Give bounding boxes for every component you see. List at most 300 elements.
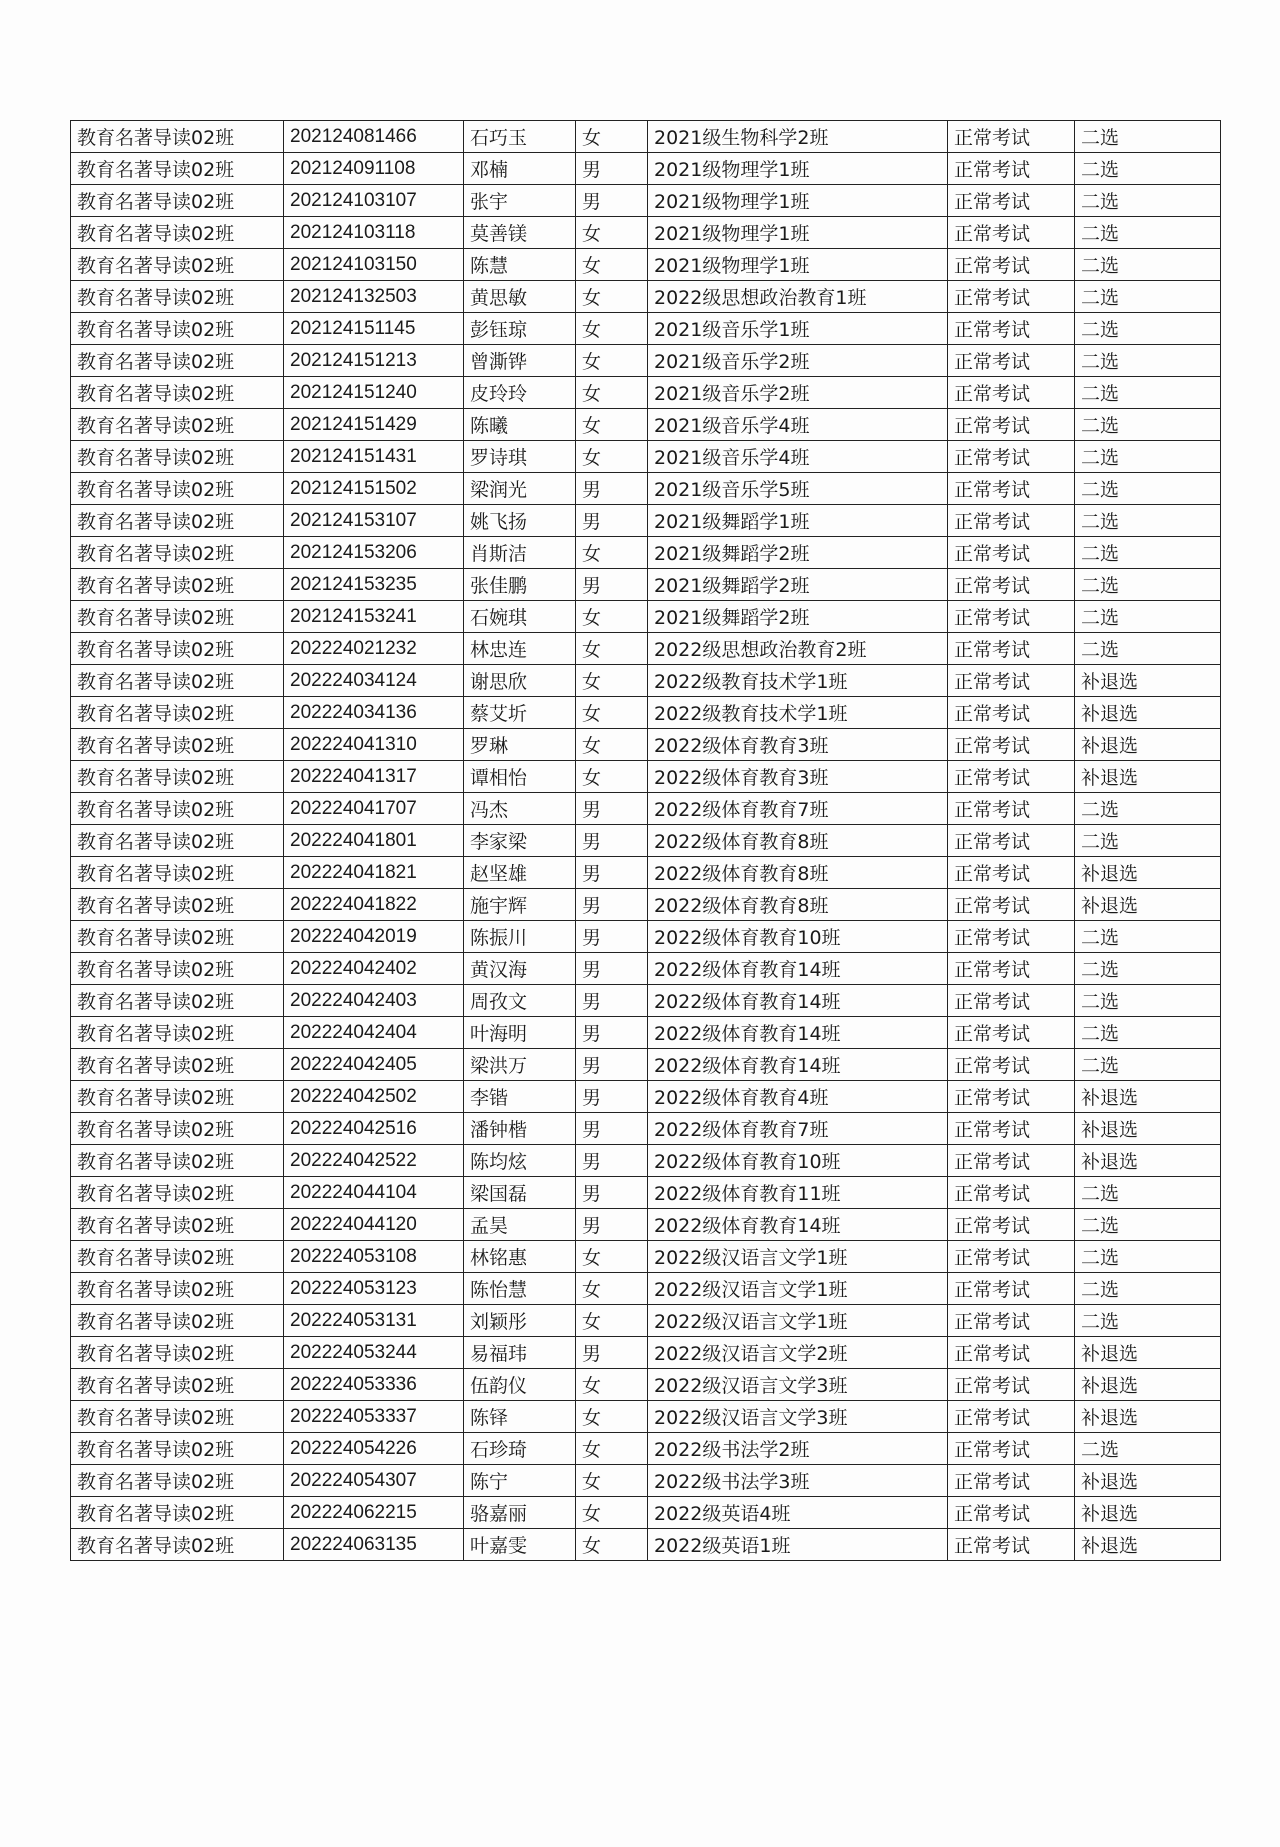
student-id-cell: 202124153241 — [284, 601, 464, 633]
course-cell: 教育名著导读02班 — [71, 1529, 284, 1561]
course-cell: 教育名著导读02班 — [71, 1273, 284, 1305]
gender-cell: 男 — [576, 1049, 648, 1081]
name-cell: 梁洪万 — [464, 1049, 576, 1081]
gender-cell: 女 — [576, 249, 648, 281]
exam-type-cell: 正常考试 — [948, 1113, 1075, 1145]
table-row — [71, 569, 1221, 601]
course-cell: 教育名著导读02班 — [71, 441, 284, 473]
class-cell: 2021级物理学1班 — [648, 217, 948, 249]
gender-cell: 女 — [576, 537, 648, 569]
student-id-cell: 202224053337 — [284, 1401, 464, 1433]
course-cell: 教育名著导读02班 — [71, 473, 284, 505]
course-cell: 教育名著导读02班 — [71, 1145, 284, 1177]
course-cell: 教育名著导读02班 — [71, 1337, 284, 1369]
class-cell: 2022级体育教育14班 — [648, 1049, 948, 1081]
exam-type-cell: 正常考试 — [948, 1529, 1075, 1561]
course-cell: 教育名著导读02班 — [71, 601, 284, 633]
selection-type-cell: 二选 — [1075, 985, 1221, 1017]
course-cell: 教育名著导读02班 — [71, 1177, 284, 1209]
gender-cell: 男 — [576, 473, 648, 505]
selection-type-cell: 二选 — [1075, 569, 1221, 601]
course-cell: 教育名著导读02班 — [71, 953, 284, 985]
selection-type-cell: 二选 — [1075, 825, 1221, 857]
course-cell: 教育名著导读02班 — [71, 697, 284, 729]
exam-type-cell: 正常考试 — [948, 921, 1075, 953]
student-id-cell: 202224041801 — [284, 825, 464, 857]
class-cell: 2021级物理学1班 — [648, 185, 948, 217]
table-row — [71, 1401, 1221, 1433]
name-cell: 梁国磊 — [464, 1177, 576, 1209]
exam-type-cell: 正常考试 — [948, 857, 1075, 889]
class-cell: 2022级体育教育8班 — [648, 857, 948, 889]
gender-cell: 女 — [576, 665, 648, 697]
table-row — [71, 761, 1221, 793]
student-id-cell: 202224034136 — [284, 697, 464, 729]
exam-type-cell: 正常考试 — [948, 761, 1075, 793]
gender-cell: 女 — [576, 281, 648, 313]
course-cell: 教育名著导读02班 — [71, 825, 284, 857]
selection-type-cell: 二选 — [1075, 217, 1221, 249]
class-cell: 2022级体育教育8班 — [648, 825, 948, 857]
table-row — [71, 1305, 1221, 1337]
class-cell: 2022级书法学2班 — [648, 1433, 948, 1465]
student-id-cell: 202224053131 — [284, 1305, 464, 1337]
student-id-cell: 202224042404 — [284, 1017, 464, 1049]
course-cell: 教育名著导读02班 — [71, 1433, 284, 1465]
exam-type-cell: 正常考试 — [948, 217, 1075, 249]
table-row — [71, 377, 1221, 409]
class-cell: 2022级体育教育10班 — [648, 921, 948, 953]
student-id-cell: 202224041310 — [284, 729, 464, 761]
selection-type-cell: 补退选 — [1075, 1465, 1221, 1497]
exam-type-cell: 正常考试 — [948, 1433, 1075, 1465]
gender-cell: 女 — [576, 761, 648, 793]
course-cell: 教育名著导读02班 — [71, 1209, 284, 1241]
course-cell: 教育名著导读02班 — [71, 1369, 284, 1401]
gender-cell: 男 — [576, 793, 648, 825]
course-cell: 教育名著导读02班 — [71, 505, 284, 537]
student-id-cell: 202224053123 — [284, 1273, 464, 1305]
table-row — [71, 409, 1221, 441]
selection-type-cell: 二选 — [1075, 1305, 1221, 1337]
table-row — [71, 313, 1221, 345]
class-cell: 2021级音乐学2班 — [648, 377, 948, 409]
table-row — [71, 441, 1221, 473]
course-cell: 教育名著导读02班 — [71, 1497, 284, 1529]
table-row — [71, 1049, 1221, 1081]
course-cell: 教育名著导读02班 — [71, 345, 284, 377]
course-cell: 教育名著导读02班 — [71, 121, 284, 153]
table-row — [71, 249, 1221, 281]
exam-type-cell: 正常考试 — [948, 633, 1075, 665]
class-cell: 2022级汉语言文学2班 — [648, 1337, 948, 1369]
exam-type-cell: 正常考试 — [948, 313, 1075, 345]
class-cell: 2022级思想政治教育2班 — [648, 633, 948, 665]
selection-type-cell: 二选 — [1075, 633, 1221, 665]
name-cell: 叶海明 — [464, 1017, 576, 1049]
table-row — [71, 1081, 1221, 1113]
selection-type-cell: 补退选 — [1075, 1497, 1221, 1529]
exam-type-cell: 正常考试 — [948, 953, 1075, 985]
course-cell: 教育名著导读02班 — [71, 761, 284, 793]
course-cell: 教育名著导读02班 — [71, 1241, 284, 1273]
student-id-cell: 202124153206 — [284, 537, 464, 569]
gender-cell: 男 — [576, 1337, 648, 1369]
selection-type-cell: 二选 — [1075, 345, 1221, 377]
student-roster-table — [70, 120, 1221, 1561]
exam-type-cell: 正常考试 — [948, 153, 1075, 185]
course-cell: 教育名著导读02班 — [71, 153, 284, 185]
exam-type-cell: 正常考试 — [948, 121, 1075, 153]
class-cell: 2022级体育教育8班 — [648, 889, 948, 921]
name-cell: 孟昊 — [464, 1209, 576, 1241]
course-cell: 教育名著导读02班 — [71, 1017, 284, 1049]
table-row — [71, 825, 1221, 857]
name-cell: 冯杰 — [464, 793, 576, 825]
exam-type-cell: 正常考试 — [948, 1177, 1075, 1209]
table-row — [71, 1017, 1221, 1049]
class-cell: 2021级生物科学2班 — [648, 121, 948, 153]
selection-type-cell: 补退选 — [1075, 1401, 1221, 1433]
student-id-cell: 202224021232 — [284, 633, 464, 665]
name-cell: 刘颖彤 — [464, 1305, 576, 1337]
gender-cell: 男 — [576, 953, 648, 985]
student-id-cell: 202224054307 — [284, 1465, 464, 1497]
gender-cell: 男 — [576, 1209, 648, 1241]
student-id-cell: 202224042402 — [284, 953, 464, 985]
name-cell: 张佳鹏 — [464, 569, 576, 601]
student-id-cell: 202224034124 — [284, 665, 464, 697]
class-cell: 2022级汉语言文学3班 — [648, 1369, 948, 1401]
student-id-cell: 202124151431 — [284, 441, 464, 473]
course-cell: 教育名著导读02班 — [71, 537, 284, 569]
gender-cell: 女 — [576, 1369, 648, 1401]
selection-type-cell: 二选 — [1075, 409, 1221, 441]
selection-type-cell: 二选 — [1075, 281, 1221, 313]
student-id-cell: 202124103118 — [284, 217, 464, 249]
class-cell: 2022级体育教育4班 — [648, 1081, 948, 1113]
class-cell: 2022级书法学3班 — [648, 1465, 948, 1497]
class-cell: 2022级体育教育7班 — [648, 793, 948, 825]
exam-type-cell: 正常考试 — [948, 1241, 1075, 1273]
student-id-cell: 202224042502 — [284, 1081, 464, 1113]
name-cell: 张宇 — [464, 185, 576, 217]
course-cell: 教育名著导读02班 — [71, 921, 284, 953]
name-cell: 彭钰琼 — [464, 313, 576, 345]
exam-type-cell: 正常考试 — [948, 1305, 1075, 1337]
selection-type-cell: 二选 — [1075, 473, 1221, 505]
exam-type-cell: 正常考试 — [948, 601, 1075, 633]
exam-type-cell: 正常考试 — [948, 569, 1075, 601]
table-row — [71, 281, 1221, 313]
table-row — [71, 1529, 1221, 1561]
exam-type-cell: 正常考试 — [948, 889, 1075, 921]
name-cell: 骆嘉丽 — [464, 1497, 576, 1529]
exam-type-cell: 正常考试 — [948, 1497, 1075, 1529]
student-id-cell: 202124151213 — [284, 345, 464, 377]
exam-type-cell: 正常考试 — [948, 1209, 1075, 1241]
gender-cell: 女 — [576, 121, 648, 153]
roster-body — [71, 121, 1221, 1561]
table-row — [71, 953, 1221, 985]
name-cell: 肖斯洁 — [464, 537, 576, 569]
selection-type-cell: 二选 — [1075, 1209, 1221, 1241]
exam-type-cell: 正常考试 — [948, 985, 1075, 1017]
table-row — [71, 345, 1221, 377]
exam-type-cell: 正常考试 — [948, 793, 1075, 825]
exam-type-cell: 正常考试 — [948, 185, 1075, 217]
name-cell: 伍韵仪 — [464, 1369, 576, 1401]
exam-type-cell: 正常考试 — [948, 249, 1075, 281]
course-cell: 教育名著导读02班 — [71, 569, 284, 601]
name-cell: 曾澌铧 — [464, 345, 576, 377]
gender-cell: 男 — [576, 505, 648, 537]
selection-type-cell: 补退选 — [1075, 1145, 1221, 1177]
table-row — [71, 1433, 1221, 1465]
course-cell: 教育名著导读02班 — [71, 1401, 284, 1433]
selection-type-cell: 二选 — [1075, 793, 1221, 825]
name-cell: 石珍琦 — [464, 1433, 576, 1465]
table-row — [71, 1497, 1221, 1529]
name-cell: 叶嘉雯 — [464, 1529, 576, 1561]
name-cell: 黄思敏 — [464, 281, 576, 313]
class-cell: 2022级体育教育11班 — [648, 1177, 948, 1209]
course-cell: 教育名著导读02班 — [71, 729, 284, 761]
course-cell: 教育名著导读02班 — [71, 857, 284, 889]
course-cell: 教育名著导读02班 — [71, 665, 284, 697]
selection-type-cell: 二选 — [1075, 441, 1221, 473]
class-cell: 2022级英语1班 — [648, 1529, 948, 1561]
selection-type-cell: 二选 — [1075, 377, 1221, 409]
table-row — [71, 889, 1221, 921]
student-id-cell: 202224042516 — [284, 1113, 464, 1145]
class-cell: 2022级汉语言文学1班 — [648, 1305, 948, 1337]
selection-type-cell: 补退选 — [1075, 697, 1221, 729]
selection-type-cell: 补退选 — [1075, 665, 1221, 697]
name-cell: 赵坚雄 — [464, 857, 576, 889]
selection-type-cell: 二选 — [1075, 249, 1221, 281]
table-row — [71, 1177, 1221, 1209]
class-cell: 2022级教育技术学1班 — [648, 697, 948, 729]
class-cell: 2021级物理学1班 — [648, 153, 948, 185]
course-cell: 教育名著导读02班 — [71, 1049, 284, 1081]
name-cell: 黄汉海 — [464, 953, 576, 985]
student-id-cell: 202224044104 — [284, 1177, 464, 1209]
gender-cell: 男 — [576, 921, 648, 953]
class-cell: 2022级体育教育10班 — [648, 1145, 948, 1177]
name-cell: 石巧玉 — [464, 121, 576, 153]
table-row — [71, 729, 1221, 761]
class-cell: 2022级体育教育3班 — [648, 729, 948, 761]
exam-type-cell: 正常考试 — [948, 729, 1075, 761]
student-id-cell: 202224041317 — [284, 761, 464, 793]
selection-type-cell: 补退选 — [1075, 1113, 1221, 1145]
student-id-cell: 202224053336 — [284, 1369, 464, 1401]
name-cell: 邓楠 — [464, 153, 576, 185]
table-row — [71, 153, 1221, 185]
table-row — [71, 1465, 1221, 1497]
class-cell: 2022级体育教育14班 — [648, 1209, 948, 1241]
selection-type-cell: 补退选 — [1075, 1529, 1221, 1561]
student-id-cell: 202124151145 — [284, 313, 464, 345]
student-id-cell: 202224042522 — [284, 1145, 464, 1177]
gender-cell: 女 — [576, 729, 648, 761]
course-cell: 教育名著导读02班 — [71, 1305, 284, 1337]
student-id-cell: 202124132503 — [284, 281, 464, 313]
selection-type-cell: 二选 — [1075, 1177, 1221, 1209]
gender-cell: 女 — [576, 313, 648, 345]
selection-type-cell: 二选 — [1075, 1017, 1221, 1049]
gender-cell: 女 — [576, 1433, 648, 1465]
class-cell: 2022级教育技术学1班 — [648, 665, 948, 697]
class-cell: 2021级音乐学4班 — [648, 409, 948, 441]
gender-cell: 男 — [576, 985, 648, 1017]
exam-type-cell: 正常考试 — [948, 505, 1075, 537]
exam-type-cell: 正常考试 — [948, 441, 1075, 473]
exam-type-cell: 正常考试 — [948, 473, 1075, 505]
table-row — [71, 697, 1221, 729]
table-row — [71, 1337, 1221, 1369]
student-id-cell: 202224041822 — [284, 889, 464, 921]
name-cell: 陈怡慧 — [464, 1273, 576, 1305]
selection-type-cell: 二选 — [1075, 601, 1221, 633]
class-cell: 2021级舞蹈学2班 — [648, 569, 948, 601]
student-id-cell: 202124081466 — [284, 121, 464, 153]
class-cell: 2022级汉语言文学3班 — [648, 1401, 948, 1433]
name-cell: 陈振川 — [464, 921, 576, 953]
class-cell: 2022级体育教育14班 — [648, 1017, 948, 1049]
gender-cell: 男 — [576, 857, 648, 889]
gender-cell: 女 — [576, 1497, 648, 1529]
gender-cell: 女 — [576, 1241, 648, 1273]
exam-type-cell: 正常考试 — [948, 1081, 1075, 1113]
exam-type-cell: 正常考试 — [948, 281, 1075, 313]
class-cell: 2022级汉语言文学1班 — [648, 1273, 948, 1305]
name-cell: 施宇辉 — [464, 889, 576, 921]
course-cell: 教育名著导读02班 — [71, 185, 284, 217]
gender-cell: 男 — [576, 1177, 648, 1209]
selection-type-cell: 补退选 — [1075, 889, 1221, 921]
class-cell: 2021级物理学1班 — [648, 249, 948, 281]
name-cell: 李锴 — [464, 1081, 576, 1113]
table-row — [71, 121, 1221, 153]
selection-type-cell: 二选 — [1075, 953, 1221, 985]
exam-type-cell: 正常考试 — [948, 345, 1075, 377]
gender-cell: 男 — [576, 1017, 648, 1049]
gender-cell: 男 — [576, 569, 648, 601]
selection-type-cell: 二选 — [1075, 1241, 1221, 1273]
table-row — [71, 1369, 1221, 1401]
exam-type-cell: 正常考试 — [948, 825, 1075, 857]
name-cell: 陈铎 — [464, 1401, 576, 1433]
name-cell: 罗琳 — [464, 729, 576, 761]
gender-cell: 男 — [576, 1081, 648, 1113]
table-row — [71, 985, 1221, 1017]
gender-cell: 女 — [576, 345, 648, 377]
gender-cell: 女 — [576, 1401, 648, 1433]
selection-type-cell: 补退选 — [1075, 857, 1221, 889]
exam-type-cell: 正常考试 — [948, 1401, 1075, 1433]
class-cell: 2022级汉语言文学1班 — [648, 1241, 948, 1273]
student-id-cell: 202124103107 — [284, 185, 464, 217]
class-cell: 2022级英语4班 — [648, 1497, 948, 1529]
gender-cell: 女 — [576, 1529, 648, 1561]
exam-type-cell: 正常考试 — [948, 1049, 1075, 1081]
selection-type-cell: 二选 — [1075, 537, 1221, 569]
course-cell: 教育名著导读02班 — [71, 377, 284, 409]
student-id-cell: 202124153107 — [284, 505, 464, 537]
student-id-cell: 202224041707 — [284, 793, 464, 825]
course-cell: 教育名著导读02班 — [71, 217, 284, 249]
selection-type-cell: 补退选 — [1075, 1081, 1221, 1113]
name-cell: 陈宁 — [464, 1465, 576, 1497]
table-row — [71, 1113, 1221, 1145]
exam-type-cell: 正常考试 — [948, 697, 1075, 729]
class-cell: 2021级音乐学1班 — [648, 313, 948, 345]
name-cell: 谭相怡 — [464, 761, 576, 793]
table-row — [71, 1273, 1221, 1305]
name-cell: 陈均炫 — [464, 1145, 576, 1177]
student-id-cell: 202124151240 — [284, 377, 464, 409]
table-row — [71, 921, 1221, 953]
name-cell: 莫善镁 — [464, 217, 576, 249]
course-cell: 教育名著导读02班 — [71, 1113, 284, 1145]
name-cell: 潘钟楷 — [464, 1113, 576, 1145]
gender-cell: 男 — [576, 1113, 648, 1145]
student-id-cell: 202124151429 — [284, 409, 464, 441]
gender-cell: 女 — [576, 1465, 648, 1497]
exam-type-cell: 正常考试 — [948, 409, 1075, 441]
exam-type-cell: 正常考试 — [948, 377, 1075, 409]
course-cell: 教育名著导读02班 — [71, 793, 284, 825]
exam-type-cell: 正常考试 — [948, 1145, 1075, 1177]
selection-type-cell: 补退选 — [1075, 1337, 1221, 1369]
exam-type-cell: 正常考试 — [948, 537, 1075, 569]
class-cell: 2022级体育教育3班 — [648, 761, 948, 793]
gender-cell: 男 — [576, 185, 648, 217]
exam-type-cell: 正常考试 — [948, 1369, 1075, 1401]
table-row — [71, 217, 1221, 249]
table-row — [71, 473, 1221, 505]
table-row — [71, 793, 1221, 825]
gender-cell: 女 — [576, 1305, 648, 1337]
table-row — [71, 505, 1221, 537]
student-id-cell: 202224063135 — [284, 1529, 464, 1561]
class-cell: 2021级舞蹈学2班 — [648, 601, 948, 633]
class-cell: 2021级音乐学5班 — [648, 473, 948, 505]
selection-type-cell: 二选 — [1075, 313, 1221, 345]
course-cell: 教育名著导读02班 — [71, 985, 284, 1017]
table-row — [71, 1145, 1221, 1177]
selection-type-cell: 补退选 — [1075, 761, 1221, 793]
exam-type-cell: 正常考试 — [948, 1465, 1075, 1497]
gender-cell: 男 — [576, 153, 648, 185]
course-cell: 教育名著导读02班 — [71, 633, 284, 665]
table-row — [71, 601, 1221, 633]
class-cell: 2022级体育教育14班 — [648, 953, 948, 985]
student-id-cell: 202224053108 — [284, 1241, 464, 1273]
exam-type-cell: 正常考试 — [948, 1273, 1075, 1305]
gender-cell: 女 — [576, 633, 648, 665]
student-id-cell: 202124103150 — [284, 249, 464, 281]
student-id-cell: 202124091108 — [284, 153, 464, 185]
selection-type-cell: 二选 — [1075, 921, 1221, 953]
gender-cell: 男 — [576, 1145, 648, 1177]
student-id-cell: 202124151502 — [284, 473, 464, 505]
gender-cell: 女 — [576, 1273, 648, 1305]
name-cell: 林忠连 — [464, 633, 576, 665]
name-cell: 石婉琪 — [464, 601, 576, 633]
